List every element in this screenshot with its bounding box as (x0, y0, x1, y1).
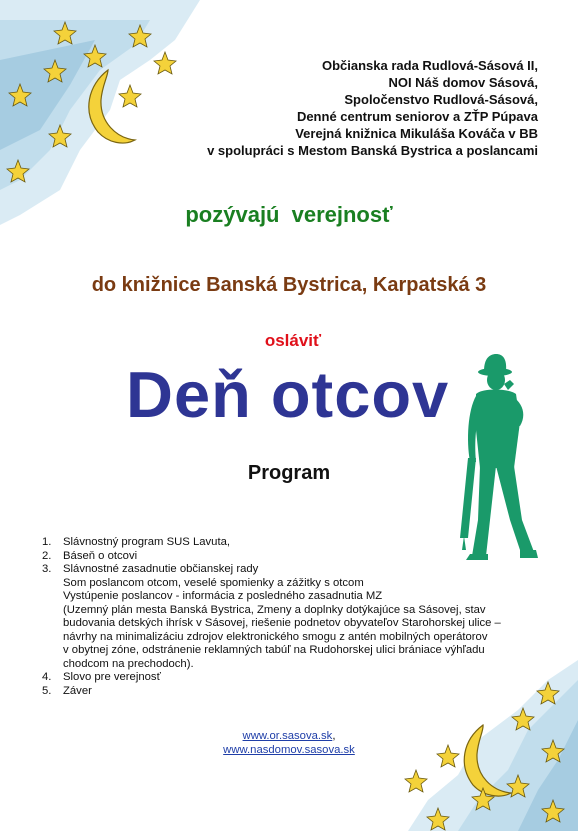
organizer-line: v spolupráci s Mestom Banská Bystrica a poslancami (207, 143, 538, 158)
link-nasdomov[interactable]: www.nasdomov.sasova.sk (223, 743, 355, 756)
organizer-line: Denné centrum seniorov a ZŤP Púpava (296, 109, 538, 124)
list-item (42, 671, 522, 685)
organizer-line: Verejná knižnica Mikuláša Kováča v BB (295, 126, 538, 141)
list-text: Báseň o otcovi (63, 549, 138, 562)
organizers-block (118, 57, 538, 159)
link-separator: , (332, 730, 336, 742)
list-text: budovania detských ihrísk v Sásovej, riešenie podnetov obyvateľov Starohorskej ulice – (63, 617, 501, 629)
celebrate-label: osláviť (264, 331, 322, 350)
organizer-line: Spoločenstvo Rudlová-Sásová, (344, 92, 538, 107)
invite-heading: pozývajú verejnosť (185, 202, 393, 227)
list-text: Som poslancom otcom, veselé spomienky a zážitky s otcom (63, 576, 364, 589)
list-number: 3. (42, 563, 52, 575)
organizer-line: NOI Náš domov Sásová, (388, 75, 538, 90)
program-list (42, 536, 522, 698)
links-block (0, 730, 578, 757)
program-heading: Program (247, 462, 331, 484)
list-number: 4. (42, 671, 52, 683)
list-text: Slávnostné zasadnutie občianskej rady (63, 563, 259, 575)
list-text: Záver (63, 684, 92, 697)
list-number: 5. (42, 684, 52, 697)
link-or-sasova[interactable]: www.or.sasova.sk (242, 730, 333, 742)
list-text: (Uzemný plán mesta Banská Bystrica, Zmeny a doplnky dotýkajúce sa Sásovej, stav (63, 603, 486, 616)
list-item (42, 550, 522, 564)
list-text: Slovo pre verejnosť (63, 671, 161, 683)
list-text: Slávnostný program SUS Lavuta, (63, 536, 231, 548)
list-number: 2. (42, 549, 52, 562)
star-icon (405, 770, 427, 792)
page-title: Deň otcov (126, 358, 450, 431)
list-item (42, 685, 522, 699)
venue-heading: do knižnice Banská Bystrica, Karpatská 3 (91, 274, 487, 296)
list-number: 1. (42, 536, 52, 548)
list-text: návrhy na minimalizáciu zdrojov elektronického smogu z antén mobilných operátorov (63, 630, 488, 643)
list-text: v obytnej zóne, odstránenie reklamných tabúľ na Rudohorskej ulici brániace výhľadu (63, 644, 485, 656)
list-item (42, 563, 522, 671)
list-text: chodcom na prechodoch). (63, 657, 194, 670)
organizer-line: Občianska rada Rudlová-Sásová II, (321, 58, 538, 73)
list-item (42, 536, 522, 550)
list-text: Vystúpenie poslancov - informácia z posledného zasadnutia MZ (63, 590, 383, 602)
